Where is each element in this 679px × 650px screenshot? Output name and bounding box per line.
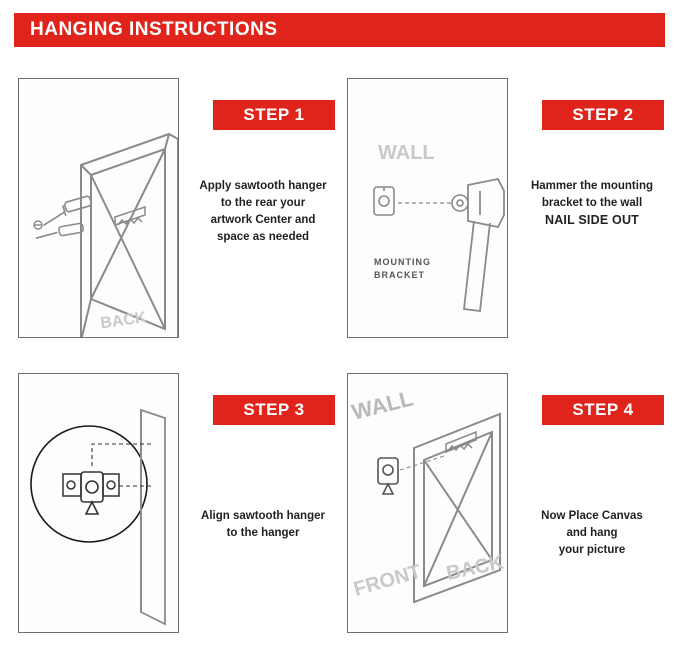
hammer-and-bracket-icon: [348, 79, 507, 337]
step-2-caption-line-1: Hammer the mounting: [530, 180, 654, 192]
step-1-caption-line-3: artwork Center and: [210, 214, 316, 226]
page-title-bar: [14, 13, 665, 47]
illustration-label-mounting: MOUNTING: [374, 257, 431, 267]
illustration-label-back: BACK: [444, 551, 506, 585]
step-card-2: [347, 78, 667, 348]
illustration-label-back: BACK: [99, 309, 148, 333]
step-card-1: [18, 78, 338, 348]
step-4-caption-line-1: Now Place Canvas: [541, 510, 643, 522]
illustration-label-wall: WALL: [349, 385, 416, 425]
place-canvas-on-wall-icon: [348, 374, 507, 632]
step-2-badge: STEP 2: [542, 100, 664, 130]
step-1-badge: STEP 1: [213, 100, 335, 130]
alignment-dashed-line: [400, 456, 444, 470]
step-4-caption-line-2: and hang: [566, 527, 618, 539]
step-3-badge: STEP 3: [213, 395, 335, 425]
canvas-back-with-sawtooth-hanger-icon: [19, 79, 178, 337]
zoom-circle: [31, 426, 147, 542]
illustration-label-wall: WALL: [378, 142, 435, 164]
step-1-caption-line-4: space as needed: [216, 231, 310, 243]
step-1-caption-line-1: Apply sawtooth hanger: [199, 180, 327, 192]
illustration-label-front: FRONT: [351, 560, 424, 601]
steps-grid: [0, 60, 679, 650]
step-card-4: [347, 373, 667, 643]
steps-row-2: [0, 355, 679, 650]
step-3-caption-line-1: Align sawtooth hanger: [201, 510, 325, 522]
step-1-illustration: [18, 78, 179, 338]
step-3-illustration: [18, 373, 179, 633]
step-2-text-column: [517, 78, 667, 338]
step-2-caption-line-3: NAIL SIDE OUT: [544, 213, 640, 227]
step-2-illustration: [347, 78, 508, 338]
step-card-3: [18, 373, 338, 643]
step-1-caption-line-2: to the rear your: [220, 197, 306, 209]
alignment-dashed-lines: [92, 444, 151, 486]
illustration-label-bracket: BRACKET: [374, 270, 425, 280]
align-sawtooth-hanger-icon: [19, 374, 178, 632]
step-3-caption: [188, 508, 338, 542]
step-4-caption: [517, 508, 667, 559]
step-3-caption-line-2: to the hanger: [226, 527, 300, 539]
step-3-text-column: [188, 373, 338, 633]
step-4-illustration: [347, 373, 508, 633]
step-4-caption-line-3: your picture: [558, 544, 626, 556]
steps-row-1: [0, 60, 679, 355]
step-4-text-column: [517, 373, 667, 633]
step-2-caption-line-2: bracket to the wall: [541, 197, 643, 209]
step-2-caption: [517, 178, 667, 229]
step-1-text-column: [188, 78, 338, 338]
step-1-caption: [188, 178, 338, 246]
step-4-badge: STEP 4: [542, 395, 664, 425]
page-title: HANGING INSTRUCTIONS: [30, 19, 278, 40]
